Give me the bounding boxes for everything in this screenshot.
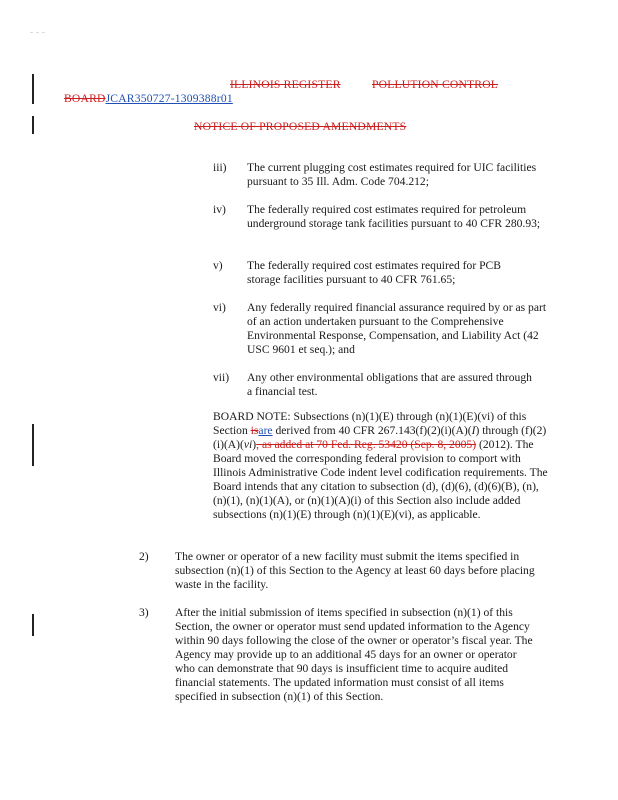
deleted-text: is bbox=[250, 424, 259, 437]
item-text: The federally required cost estimates required for PCB storage facilities pursuant to 40 CFR 761.65; bbox=[247, 259, 502, 286]
jcar-code: JCAR350727-1309388r01 bbox=[105, 92, 233, 105]
register-title: ILLINOIS REGISTER bbox=[230, 78, 341, 91]
para-number: 2) bbox=[139, 550, 149, 563]
item-text: The current plugging cost estimates required for UIC facilities pursuant to 35 Ill. Adm. Code 704.212; bbox=[247, 161, 537, 188]
inserted-text: are bbox=[258, 424, 273, 437]
scan-mark: - - - bbox=[30, 27, 45, 38]
item-number: vii) bbox=[213, 371, 230, 384]
item-text: Any federally required financial assurance required by or as part of an action undertaken pursuant to the Comprehensive Environmental Response, Compensation, and Liability Act (42 USC 9601 et seq.); and bbox=[247, 301, 547, 356]
para-text: The owner or operator of a new facility must submit the items specified in subsection (n)(1) of this Section to the Agency at least 60 days before placing waste in the facility. bbox=[175, 550, 535, 591]
item-text: Any other environmental obligations that are assured through a financial test. bbox=[247, 371, 532, 398]
item-number: iv) bbox=[213, 203, 226, 216]
revision-bar bbox=[32, 74, 34, 104]
item-number: vi) bbox=[213, 301, 226, 314]
revision-bar bbox=[32, 614, 34, 636]
para-number: 3) bbox=[139, 606, 149, 619]
para-text: After the initial submission of items specified in subsection (n)(1) of this Section, the owner or operator must send updated information to the Agency within 90 days following the close of the owner or operator’s fiscal year. The Agency may provide up to an additional 45 days for an owner or operator who can demonstrate that 90 days is insufficient time to acquire audited financial statements. The updated information must consist of all items specified in subsection (n)(1) of this Section. bbox=[175, 606, 533, 703]
deleted-text: , as added at 70 Fed. Reg. 53420 (Sep. 8, 2005) bbox=[256, 438, 477, 451]
revision-bar bbox=[32, 116, 34, 134]
item-number: iii) bbox=[213, 161, 227, 174]
item-number: v) bbox=[213, 259, 223, 272]
item-text: The federally required cost estimates required for petroleum underground storage tank facilities pursuant to 40 CFR 280.93; bbox=[247, 203, 541, 230]
board-word: BOARD bbox=[64, 92, 106, 105]
board-line bbox=[64, 92, 233, 106]
notice-title: NOTICE OF PROPOSED AMENDMENTS bbox=[194, 120, 407, 133]
agency-title: POLLUTION CONTROL bbox=[372, 78, 499, 91]
revision-bar bbox=[32, 424, 34, 466]
board-note: BOARD NOTE: Subsections (n)(1)(E) through (n)(1)(E)(vi) of this Section isare derived from 40 CFR 267.143(f)(2)(i)(A)(I) through (f)(2)(i)(A)(vi), as added at 70 Fed. Reg. 53420 (Sep. 8, 2005) (2012). The Board moved the corresponding federal provision to comport with Illinois Administrative Code indent level codification requirements. The Board intends that any citation to subsection (d), (d)(6), (d)(6)(B), (n), (n)(1), (n)(1)(A), or (n)(1)(A)(i) of this Section also include added subsections (n)(1)(E) through (n)(1)(E)(vi), as applicable. bbox=[213, 410, 548, 521]
